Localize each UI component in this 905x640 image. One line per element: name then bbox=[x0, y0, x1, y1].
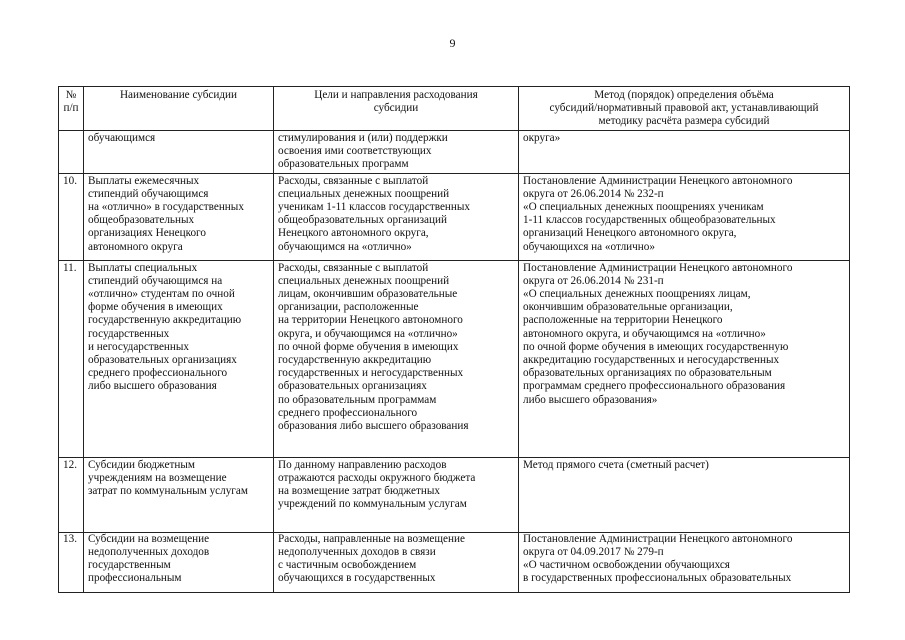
table-row bbox=[59, 260, 850, 457]
row-name: обучающимся bbox=[84, 130, 274, 173]
row-purpose: стимулирования и (или) поддержки освоения ими соответствующих образовательных программ bbox=[274, 130, 519, 173]
row-purpose: Расходы, направленные на возмещение недополученных доходов в связи с частичным освобождением обучающихся в государственных bbox=[274, 532, 519, 592]
row-method: Постановление Администрации Ненецкого автономного округа от 04.09.2017 № 279-п «О частичном освобождении обучающихся в государственных профессиональных образовательных bbox=[519, 532, 850, 592]
table-row bbox=[59, 130, 850, 173]
row-name: Выплаты ежемесячных стипендий обучающимся на «отлично» в государственных общеобразовательных организациях Ненецкого автономного округа bbox=[84, 173, 274, 260]
header-purpose: Цели и направления расходования субсидии bbox=[274, 87, 519, 131]
row-method: округа» bbox=[519, 130, 850, 173]
row-method: Постановление Администрации Ненецкого автономного округа от 26.06.2014 № 232-п «О специальных денежных поощрениях ученикам 1-11 классов государственных общеобразовательных организаций Ненецкого автономного округа, обучающихся на «отлично» bbox=[519, 173, 850, 260]
header-method: Метод (порядок) определения объёма субсидий/нормативный правовой акт, устанавливающий методику расчёта размера субсидий bbox=[519, 87, 850, 131]
row-purpose: По данному направлению расходов отражаются расходы окружного бюджета на возмещение затрат бюджетных учреждений по коммунальным услугам bbox=[274, 457, 519, 532]
row-name: Субсидии на возмещение недополученных доходов государственным профессиональным bbox=[84, 532, 274, 592]
row-name: Субсидии бюджетным учреждениям на возмещение затрат по коммунальным услугам bbox=[84, 457, 274, 532]
row-name: Выплаты специальных стипендий обучающимся на «отлично» студентам по очной форме обучения в имеющих государственную аккредитацию государственных и негосударственных образовательных организациях среднего профессионального либо высшего образования bbox=[84, 260, 274, 457]
row-method: Постановление Администрации Ненецкого автономного округа от 26.06.2014 № 231-п «О специальных денежных поощрениях лицам, окончившим образовательные организации, расположенные на территории Ненецкого автономного округа, и обучающимся на «отлично» по очной форме обучения в имеющих государственную аккредитацию государственных и негосударственных образовательных организациях по образовательным программам среднего профессионального образования либо высшего образования» bbox=[519, 260, 850, 457]
header-num: № п/п bbox=[59, 87, 84, 131]
table-row bbox=[59, 457, 850, 532]
row-num: 12. bbox=[59, 457, 84, 532]
row-num: 11. bbox=[59, 260, 84, 457]
row-num: 13. bbox=[59, 532, 84, 592]
table-row bbox=[59, 173, 850, 260]
table-header-row bbox=[59, 87, 850, 131]
header-name: Наименование субсидии bbox=[84, 87, 274, 131]
row-num: 10. bbox=[59, 173, 84, 260]
page-number: 9 bbox=[449, 36, 456, 50]
row-method: Метод прямого счета (сметный расчет) bbox=[519, 457, 850, 532]
row-purpose: Расходы, связанные с выплатой специальных денежных поощрений лицам, окончившим образовательные организации, расположенные на территории Ненецкого автономного округа, и обучающимся на «отлично» по очной форме обучения в имеющих государственную аккредитацию государственных и негосударственных образовательных организациях по образовательным программам среднего профессионального образования либо высшего образования bbox=[274, 260, 519, 457]
subsidies-table bbox=[58, 86, 850, 593]
table-row bbox=[59, 532, 850, 592]
row-num bbox=[59, 130, 84, 173]
row-purpose: Расходы, связанные с выплатой специальных денежных поощрений ученикам 1-11 классов государственных общеобразовательных организаций Ненецкого автономного округа, обучающимся на «отлично» bbox=[274, 173, 519, 260]
